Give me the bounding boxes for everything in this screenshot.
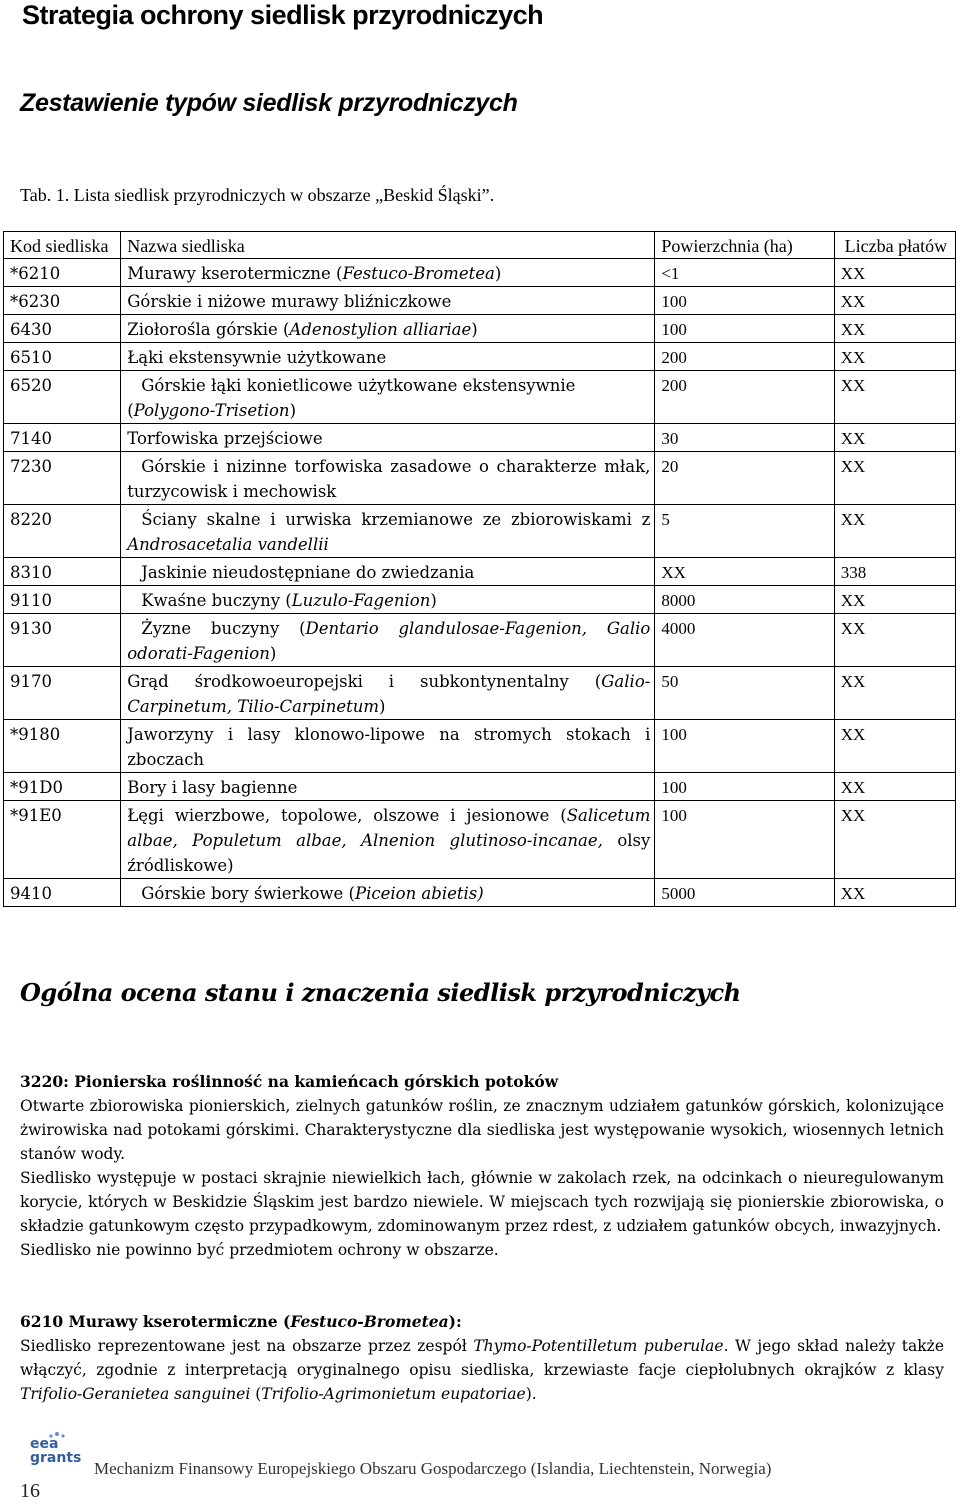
header-area: Powierzchnia (ha) bbox=[655, 232, 834, 259]
table-row bbox=[4, 343, 956, 371]
cell-name: Murawy kserotermiczne (Festuco-Brometea) bbox=[121, 259, 655, 287]
table-row bbox=[4, 879, 956, 907]
cell-count: XX bbox=[834, 424, 955, 452]
cell-area: 100 bbox=[655, 773, 834, 801]
header-count: Liczba płatów bbox=[834, 232, 955, 259]
cell-area: XX bbox=[655, 558, 834, 586]
cell-count: XX bbox=[834, 801, 955, 879]
habitats-table bbox=[3, 231, 956, 907]
cell-name: Grąd środkowoeuropejski i subkontynentalny (Galio-Carpinetum, Tilio-Carpinetum) bbox=[121, 667, 655, 720]
cell-name: Ziołorośla górskie (Adenostylion alliariae) bbox=[121, 315, 655, 343]
table-row bbox=[4, 315, 956, 343]
cell-code: 9410 bbox=[4, 879, 121, 907]
eea-grants-logo bbox=[27, 1428, 87, 1468]
cell-code: 9130 bbox=[4, 614, 121, 667]
table-caption: Tab. 1. Lista siedlisk przyrodniczych w obszarze „Beskid Śląski”. bbox=[20, 185, 495, 205]
cell-code: 6520 bbox=[4, 371, 121, 424]
logo-text-grants: grants bbox=[30, 1450, 82, 1466]
cell-code: *9180 bbox=[4, 720, 121, 773]
cell-code: 6510 bbox=[4, 343, 121, 371]
cell-code: 7140 bbox=[4, 424, 121, 452]
table-row bbox=[4, 586, 956, 614]
cell-count: XX bbox=[834, 667, 955, 720]
table-row bbox=[4, 452, 956, 505]
section-subtitle: Zestawienie typów siedlisk przyrodniczych bbox=[20, 89, 518, 117]
cell-area: 20 bbox=[655, 452, 834, 505]
cell-area: 200 bbox=[655, 343, 834, 371]
table-header-row bbox=[4, 232, 956, 259]
cell-area: 5 bbox=[655, 505, 834, 558]
cell-code: *91E0 bbox=[4, 801, 121, 879]
cell-count: XX bbox=[834, 259, 955, 287]
table-row bbox=[4, 371, 956, 424]
table-row bbox=[4, 558, 956, 586]
cell-name: Jaworzyny i lasy klonowo-lipowe na stromych stokach i zboczach bbox=[121, 720, 655, 773]
cell-name: Żyzne buczyny (Dentario glandulosae-Fagenion, Galio odorati-Fagenion) bbox=[121, 614, 655, 667]
cell-count: XX bbox=[834, 773, 955, 801]
cell-area: 100 bbox=[655, 720, 834, 773]
document-title: Strategia ochrony siedlisk przyrodniczych bbox=[22, 0, 544, 30]
cell-count: XX bbox=[834, 287, 955, 315]
cell-area: 100 bbox=[655, 315, 834, 343]
cell-count: XX bbox=[834, 879, 955, 907]
cell-name: Górskie i nizinne torfowiska zasadowe o charakterze młak, turzycowisk i mechowisk bbox=[121, 452, 655, 505]
cell-name: Górskie bory świerkowe (Piceion abietis) bbox=[121, 879, 655, 907]
cell-area: 50 bbox=[655, 667, 834, 720]
cell-name: Bory i lasy bagienne bbox=[121, 773, 655, 801]
cell-area: 100 bbox=[655, 287, 834, 315]
habitat-3220-paragraph-1: Otwarte zbiorowiska pionierskich, zielnych gatunków roślin, ze znacznym udziałem gatunków górskich, kolonizujące żwirowiska nad potokami górskimi. Charakterystyczne dla siedliska jest występowanie wysokich, wiosennych letnich stanów wody. bbox=[20, 1097, 944, 1163]
cell-area: 100 bbox=[655, 801, 834, 879]
header-name: Nazwa siedliska bbox=[121, 232, 655, 259]
cell-name: Jaskinie nieudostępniane do zwiedzania bbox=[121, 558, 655, 586]
table-row bbox=[4, 287, 956, 315]
section-heading: Ogólna ocena stanu i znaczenia siedlisk przyrodniczych bbox=[20, 978, 741, 1007]
cell-count: XX bbox=[834, 452, 955, 505]
cell-code: 9110 bbox=[4, 586, 121, 614]
cell-count: XX bbox=[834, 343, 955, 371]
cell-count: XX bbox=[834, 586, 955, 614]
header-code: Kod siedliska bbox=[4, 232, 121, 259]
cell-count: XX bbox=[834, 505, 955, 558]
table-row bbox=[4, 424, 956, 452]
cell-code: 9170 bbox=[4, 667, 121, 720]
cell-name: Ściany skalne i urwiska krzemianowe ze zbiorowiskami z Androsacetalia vandellii bbox=[121, 505, 655, 558]
habitat-3220-paragraph-2: Siedlisko występuje w postaci skrajnie niewielkich łach, głównie w zakolach rzek, na odcinkach o nieuregulowanym korycie, których w Beskidzie Śląskim jest bardzo niewiele. W miejscach tych rozwijają się pionierskie zbiorowiska, o składzie gatunkowym często przypadkowym, zdominowanym przez rdest, z udziałem gatunków obcych, inwazyjnych. bbox=[20, 1169, 944, 1235]
cell-code: 7230 bbox=[4, 452, 121, 505]
page-number: 16 bbox=[20, 1480, 40, 1502]
cell-name: Torfowiska przejściowe bbox=[121, 424, 655, 452]
table-row bbox=[4, 259, 956, 287]
cell-name: Górskie i niżowe murawy bliźniczkowe bbox=[121, 287, 655, 315]
logo-text-eea: eea bbox=[30, 1436, 59, 1452]
cell-count: XX bbox=[834, 371, 955, 424]
table-body bbox=[4, 259, 956, 907]
table-row bbox=[4, 505, 956, 558]
habitat-3220-title: 3220: Pionierska roślinność na kamieńcach górskich potoków bbox=[20, 1072, 559, 1091]
table-row bbox=[4, 667, 956, 720]
cell-code: *6230 bbox=[4, 287, 121, 315]
cell-name: Łąki ekstensywnie użytkowane bbox=[121, 343, 655, 371]
habitat-6210-title: 6210 Murawy kserotermiczne (Festuco-Brometea): bbox=[20, 1312, 462, 1331]
cell-count: 338 bbox=[834, 558, 955, 586]
cell-code: *91D0 bbox=[4, 773, 121, 801]
cell-code: 8220 bbox=[4, 505, 121, 558]
habitat-3220-block bbox=[20, 1070, 944, 1262]
cell-code: 8310 bbox=[4, 558, 121, 586]
table-row bbox=[4, 801, 956, 879]
cell-name: Kwaśne buczyny (Luzulo-Fagenion) bbox=[121, 586, 655, 614]
table-row bbox=[4, 720, 956, 773]
habitat-6210-paragraph: Siedlisko reprezentowane jest na obszarze przez zespół Thymo-Potentilletum puberulae. W jego skład należy także włączyć, zgodnie z interpretacją oryginalnego opisu siedliska, krzewiaste facje ciepłolubnych okrajków z klasy Trifolio-Geranietea sanguinei (Trifolio-Agrimonietum eupatoriae). bbox=[20, 1337, 945, 1403]
cell-area: 8000 bbox=[655, 586, 834, 614]
cell-count: XX bbox=[834, 720, 955, 773]
habitat-3220-paragraph-3: Siedlisko nie powinno być przedmiotem ochrony w obszarze. bbox=[20, 1241, 499, 1259]
cell-code: 6430 bbox=[4, 315, 121, 343]
cell-count: XX bbox=[834, 614, 955, 667]
cell-count: XX bbox=[834, 315, 955, 343]
cell-area: 200 bbox=[655, 371, 834, 424]
cell-name: Górskie łąki konietlicowe użytkowane ekstensywnie (Polygono-Trisetion) bbox=[121, 371, 655, 424]
habitat-6210-block bbox=[20, 1310, 944, 1406]
cell-name: Łęgi wierzbowe, topolowe, olszowe i jesionowe (Salicetum albae, Populetum albae, Alnenion glutinoso-incanae, olsy źródliskowe) bbox=[121, 801, 655, 879]
footer-text: Mechanizm Finansowy Europejskiego Obszaru Gospodarczego (Islandia, Liechtenstein, Norwegia) bbox=[94, 1459, 772, 1478]
cell-code: *6210 bbox=[4, 259, 121, 287]
cell-area: <1 bbox=[655, 259, 834, 287]
cell-area: 4000 bbox=[655, 614, 834, 667]
cell-area: 30 bbox=[655, 424, 834, 452]
cell-area: 5000 bbox=[655, 879, 834, 907]
table-row bbox=[4, 773, 956, 801]
table-row bbox=[4, 614, 956, 667]
